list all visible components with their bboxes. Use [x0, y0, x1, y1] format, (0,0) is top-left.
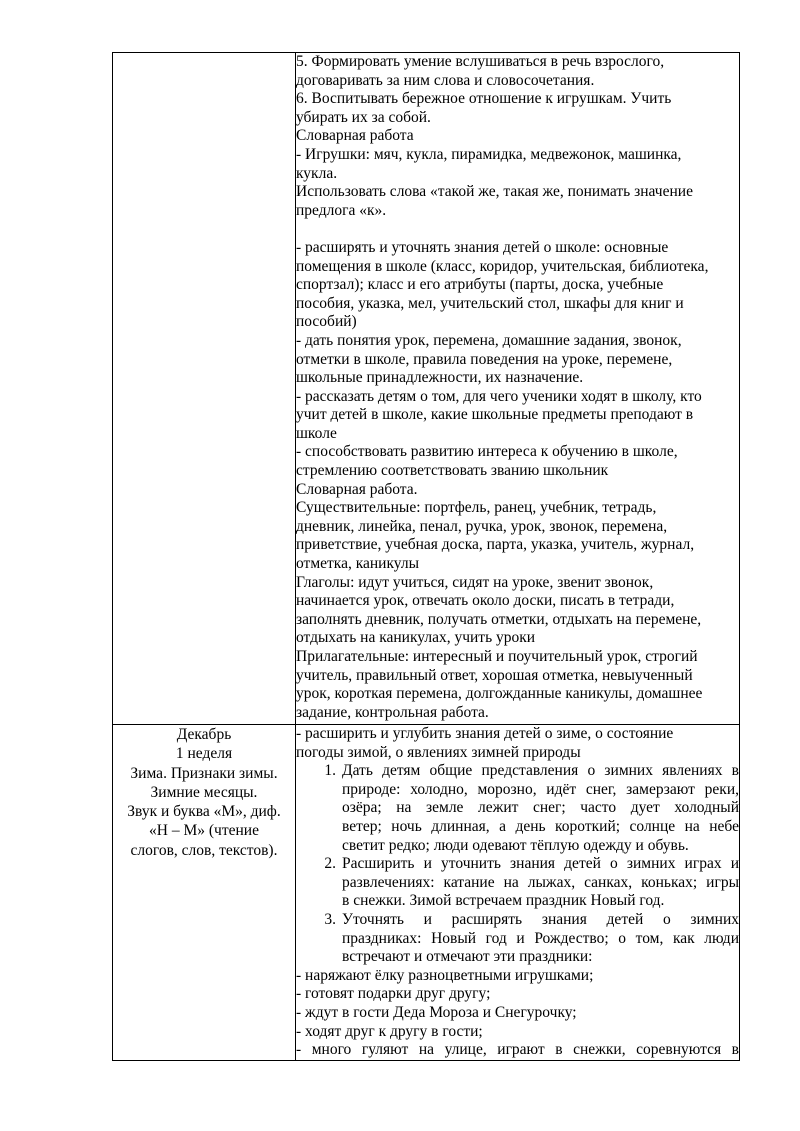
list-number: 2.: [324, 855, 336, 873]
text-line: встречают и отмечают эти праздники:: [342, 948, 593, 966]
text-line: заполнять дневник, получать отметки, отдыхать на перемене,: [296, 610, 702, 628]
text-line: Прилагательные: интересный и поучительный урок, строгий: [296, 648, 698, 665]
text-line: договаривать за ним слова и словосочетания.: [296, 71, 595, 89]
text-line: начинается урок, отвечать около доски, писать в тетради,: [296, 592, 675, 610]
text-line: учитель, правильный ответ, хорошая отметка, невыученный: [296, 666, 693, 684]
topic-line: «Н – М» (чтение: [149, 822, 259, 840]
text-line: 5. Формировать умение вслушиваться в речь взрослого,: [296, 53, 665, 70]
table-row: [113, 53, 740, 725]
list-item-text: [342, 911, 739, 967]
text-line: - дать понятия урок, перемена, домашние задания, звонок,: [296, 331, 682, 349]
text-line: светит редко; люди одевают тёплую одежду и обувь.: [342, 836, 689, 854]
text-line: - расширить и углубить знания детей о зиме, о состояние: [296, 725, 674, 742]
text-line: ветер; ночь длинная, а день короткий; солнце на небе: [342, 817, 739, 835]
text-line: спортзал); класс и его атрибуты (парты, доска, учебные: [296, 276, 664, 294]
week-topic-lines: [113, 725, 295, 860]
text-line: Расширить и уточнить знания детей о зимних играх и: [342, 855, 739, 873]
text-line: пособия, указка, мел, учительский стол, шкафы для книг и: [296, 294, 684, 312]
text-line: Дать детям общие представления о зимних явлениях в: [342, 762, 739, 780]
text-line: - Игрушки: мяч, кукла, пирамидка, медвежонок, машинка,: [296, 145, 682, 163]
text-line: развлечениях: катание на лыжах, санках, коньках; игры: [342, 873, 739, 891]
text-line: школьные принадлежности, их назначение.: [296, 369, 584, 387]
topic-line: Зимние месяцы.: [150, 783, 258, 801]
text-line: - наряжают ёлку разноцветными игрушками;: [296, 966, 594, 984]
text-line: задание, контрольная работа.: [296, 703, 489, 721]
text-line: учит детей в школе, какие школьные предметы преподают в: [296, 406, 694, 424]
text-line: предлога «к».: [296, 201, 387, 219]
list-number: 1.: [324, 762, 336, 780]
text-line: отдыхать на каникулах, учить уроки: [296, 629, 536, 647]
list-number: 3.: [324, 910, 336, 928]
text-line: погоды зимой, о явлениях зимней природы: [296, 743, 581, 761]
text-line: дневник, линейка, пенал, ручка, урок, звонок, перемена,: [296, 517, 668, 535]
text-line: кукла.: [296, 164, 338, 182]
text-line: Существительные: портфель, ранец, учебник, тетрадь,: [296, 499, 657, 517]
text-line: стремлению соответствовать званию школьник: [296, 462, 609, 480]
topic-line: Зима. Признаки зимы.: [130, 764, 278, 782]
content-lines: [296, 53, 739, 722]
text-line: Использовать слова «такой же, такая же, понимать значение: [296, 183, 693, 201]
text-line: в снежки. Зимой встречаем праздник Новый год.: [342, 892, 665, 910]
week-topic-cell: [113, 725, 296, 1061]
list-item-text: [342, 762, 739, 855]
topic-line: Звук и буква «М», диф.: [127, 803, 281, 821]
text-line: озёра; на земле лежит снег; часто дует холодный: [342, 799, 739, 817]
text-line: школе: [296, 424, 337, 442]
text-line: Словарная работа.: [296, 480, 418, 498]
text-line: [296, 220, 739, 239]
text-line: убирать их за собой.: [296, 108, 431, 126]
text-line: Словарная работа: [296, 127, 414, 145]
content-cell: [296, 53, 740, 725]
topic-line: Декабрь: [176, 726, 232, 743]
table-row: [113, 725, 740, 1061]
left-cell-empty: [113, 53, 296, 725]
text-line: пособий): [296, 313, 357, 331]
plan-table: [112, 52, 740, 1061]
text-line: - расширять и уточнять знания детей о школе: основные: [296, 238, 669, 256]
text-line: праздниках: Новый год и Рождество; о том, как люди: [342, 929, 739, 947]
text-line: урок, короткая перемена, долгожданные каникулы, домашнее: [296, 685, 703, 703]
topic-line: слогов, слов, текстов).: [130, 841, 278, 859]
text-line: - много гуляют на улице, играют в снежки, соревнуются в: [296, 1041, 739, 1059]
list-item: [296, 762, 739, 855]
list-item-text: [342, 855, 739, 911]
text-line: Уточнять и расширять знания детей о зимних: [342, 910, 739, 928]
dash-lines: [296, 967, 739, 1060]
text-line: - ждут в гости Деда Мороза и Снегурочку;: [296, 1003, 577, 1021]
text-line: - ходят друг к другу в гости;: [296, 1022, 483, 1040]
list-item: [296, 855, 739, 911]
text-line: - готовят подарки друг другу;: [296, 985, 491, 1003]
numbered-list: [296, 762, 739, 967]
text-line: помещения в школе (класс, коридор, учительская, библиотека,: [296, 257, 709, 275]
text-line: природе: холодно, морозно, идёт снег, замерзают реки,: [342, 780, 739, 798]
text-line: - способствовать развитию интереса к обучению в школе,: [296, 443, 678, 461]
text-line: Глаголы: идут учиться, сидят на уроке, звенит звонок,: [296, 573, 654, 591]
list-item: [296, 911, 739, 967]
text-line: отметки в школе, правила поведения на уроке, перемене,: [296, 350, 673, 368]
text-line: 6. Воспитывать бережное отношение к игрушкам. Учить: [296, 90, 672, 108]
text-line: отметка, каникулы: [296, 555, 420, 573]
content-cell: [296, 725, 740, 1061]
text-line: - рассказать детям о том, для чего ученики ходят в школу, кто: [296, 387, 702, 405]
intro-lines: [296, 725, 739, 762]
text-line: приветствие, учебная доска, парта, указка, учитель, журнал,: [296, 536, 695, 554]
topic-line: 1 неделя: [175, 745, 233, 763]
